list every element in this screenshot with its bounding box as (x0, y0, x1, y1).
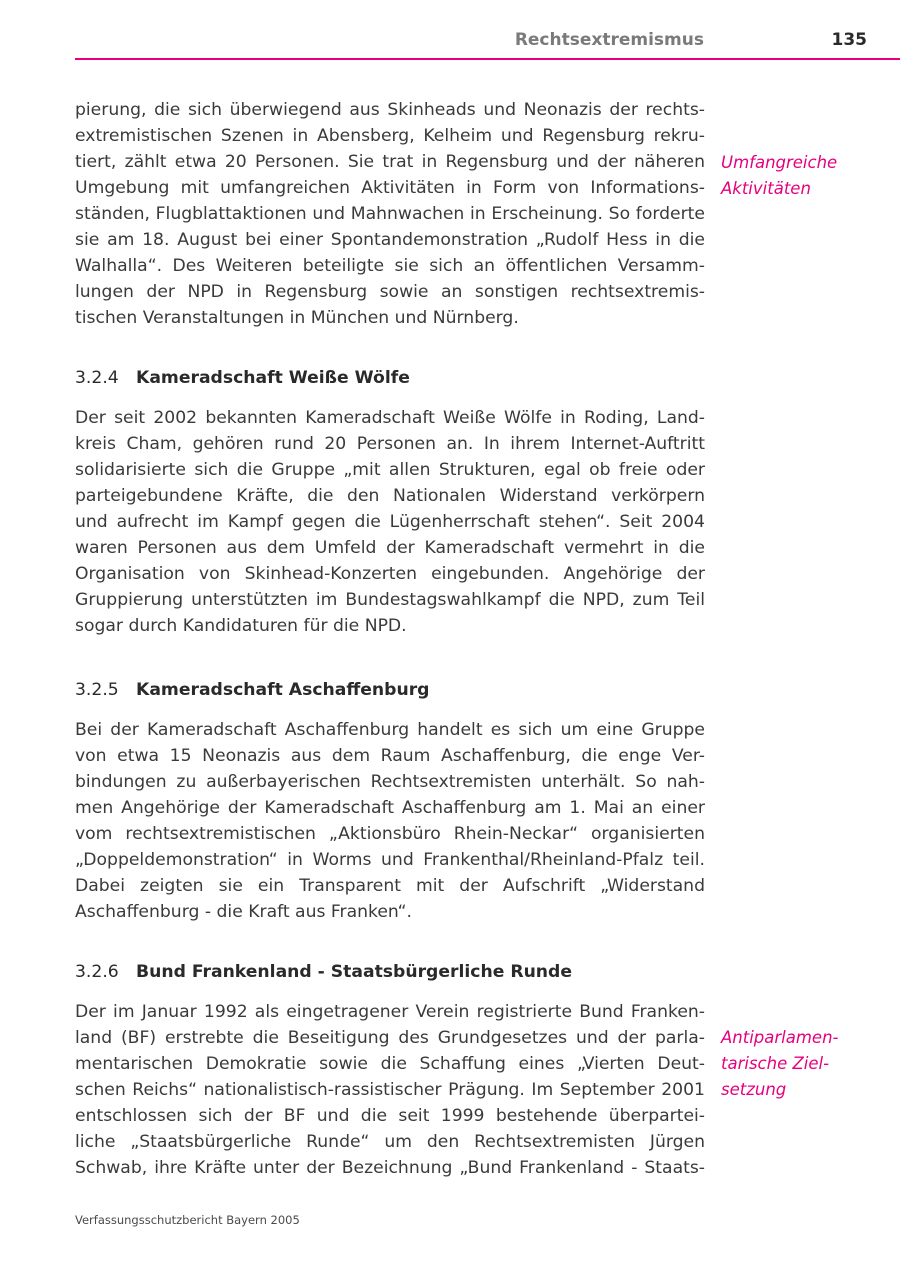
text-line: solidarisierte sich die Gruppe „mit allen Strukturen, egal ob freie oder (75, 460, 705, 480)
text-line: ständen, Flugblattaktionen und Mahnwachen in Erscheinung. So forderte (75, 204, 705, 224)
margin-note-line: Aktivitäten (721, 179, 811, 198)
text-line: „Doppeldemonstration“ in Worms und Frankenthal/Rheinland-Pfalz teil. (75, 850, 705, 870)
text-line: Walhalla“. Des Weiteren beteiligte sie sich an öffentlichen Versamm- (75, 256, 705, 276)
text-line: pierung, die sich überwiegend aus Skinheads und Neonazis der rechts- (75, 100, 705, 120)
paragraph-4 (75, 999, 705, 1181)
text-line: waren Personen aus dem Umfeld der Kameradschaft vermehrt in die (75, 538, 705, 558)
text-line: entschlossen sich der BF und die seit 1999 bestehende überpartei- (75, 1106, 705, 1126)
text-line: extremistischen Szenen in Abensberg, Kelheim und Regensburg rekru- (75, 126, 705, 146)
text-line: vom rechtsextremistischen „Aktionsbüro Rhein-Neckar“ organisierten (75, 824, 705, 844)
section-title: Kameradschaft Weiße Wölfe (136, 368, 410, 388)
text-line: Der seit 2002 bekannten Kameradschaft Weiße Wölfe in Roding, Land- (75, 408, 705, 428)
section-heading-3-2-4 (75, 368, 410, 388)
text-line: tiert, zählt etwa 20 Personen. Sie trat in Regensburg und der näheren (75, 152, 705, 172)
text-line: tischen Veranstaltungen in München und Nürnberg. (75, 308, 519, 328)
section-title: Kameradschaft Aschaffenburg (136, 680, 430, 700)
text-line: Schwab, ihre Kräfte unter der Bezeichnung „Bund Frankenland - Staats- (75, 1158, 705, 1178)
page-number: 135 (831, 30, 867, 50)
paragraph-1 (75, 97, 705, 331)
text-line: bindungen zu außerbayerischen Rechtsextremisten unterhält. So nah- (75, 772, 705, 792)
text-line: von etwa 15 Neonazis aus dem Raum Aschaffenburg, die enge Ver- (75, 746, 705, 766)
margin-note-line: tarische Ziel- (721, 1054, 830, 1073)
margin-note-1 (721, 150, 900, 202)
text-line: Aschaffenburg - die Kraft aus Franken“. (75, 902, 412, 922)
section-title: Bund Frankenland - Staatsbürgerliche Runde (136, 962, 573, 982)
paragraph-3 (75, 717, 705, 925)
running-header (75, 30, 900, 60)
text-line: Dabei zeigten sie ein Transparent mit der Aufschrift „Widerstand (75, 876, 705, 896)
text-line: lungen der NPD in Regensburg sowie an sonstigen rechtsextremis- (75, 282, 705, 302)
text-line: sie am 18. August bei einer Spontandemonstration „Rudolf Hess in die (75, 230, 705, 250)
margin-note-line: Antiparlamen- (721, 1028, 839, 1047)
text-line: Bei der Kameradschaft Aschaffenburg handelt es sich um eine Gruppe (75, 720, 705, 740)
margin-note-2 (721, 1025, 900, 1103)
text-line: mentarischen Demokratie sowie die Schaffung eines „Vierten Deut- (75, 1054, 705, 1074)
text-line: Umgebung mit umfangreichen Aktivitäten in Form von Informations- (75, 178, 705, 198)
section-number: 3.2.4 (75, 368, 119, 388)
section-heading-3-2-6 (75, 962, 572, 982)
page-footer: Verfassungsschutzbericht Bayern 2005 (75, 1213, 300, 1227)
section-heading-3-2-5 (75, 680, 429, 700)
section-number: 3.2.5 (75, 680, 119, 700)
text-line: parteigebundene Kräfte, die den Nationalen Widerstand verkörpern (75, 486, 705, 506)
paragraph-2 (75, 405, 705, 639)
margin-note-line: setzung (721, 1080, 787, 1099)
running-header-title: Rechtsextremismus (514, 30, 704, 50)
text-line: Organisation von Skinhead-Konzerten eingebunden. Angehörige der (75, 564, 705, 584)
text-line: sogar durch Kandidaturen für die NPD. (75, 616, 407, 636)
text-line: land (BF) erstrebte die Beseitigung des Grundgesetzes und der parla- (75, 1028, 705, 1048)
text-line: liche „Staatsbürgerliche Runde“ um den Rechtsextremisten Jürgen (75, 1132, 705, 1152)
text-line: kreis Cham, gehören rund 20 Personen an. In ihrem Internet-Auftritt (75, 434, 705, 454)
text-line: men Angehörige der Kameradschaft Aschaffenburg am 1. Mai an einer (75, 798, 705, 818)
text-line: Der im Januar 1992 als eingetragener Verein registrierte Bund Franken- (75, 1002, 705, 1022)
text-line: Gruppierung unterstützten im Bundestagswahlkampf die NPD, zum Teil (75, 590, 705, 610)
margin-note-line: Umfangreiche (721, 153, 838, 172)
section-number: 3.2.6 (75, 962, 119, 982)
text-line: schen Reichs“ nationalistisch-rassistischer Prägung. Im September 2001 (75, 1080, 705, 1100)
text-line: und aufrecht im Kampf gegen die Lügenherrschaft stehen“. Seit 2004 (75, 512, 705, 532)
